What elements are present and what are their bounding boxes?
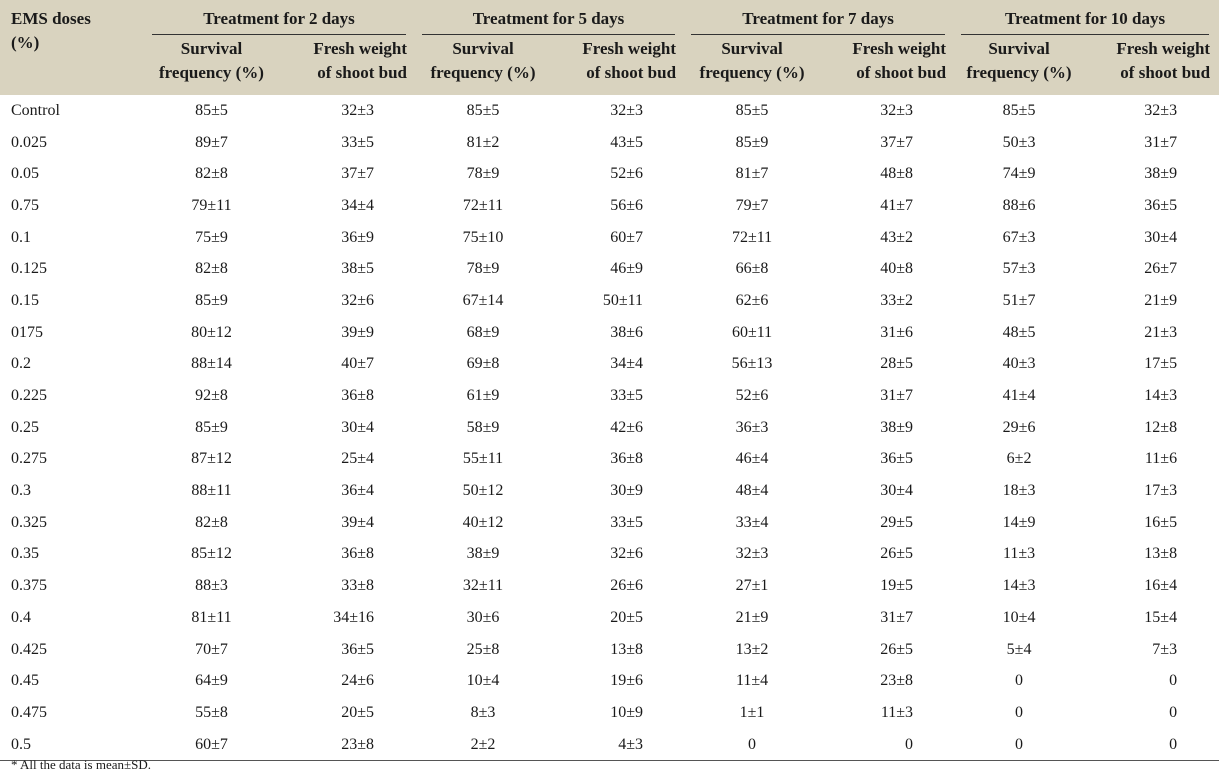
fresh-weight-cell: 29±5 bbox=[880, 513, 914, 531]
table-row bbox=[0, 253, 1219, 285]
table-row bbox=[0, 475, 1219, 507]
survival-cell: 10±4 bbox=[466, 672, 500, 690]
sub-header-survival: Survival frequency (%) bbox=[966, 39, 1072, 82]
sub-header-survival: Survival frequency (%) bbox=[159, 39, 264, 82]
fresh-weight-cell: 12±8 bbox=[1144, 418, 1178, 436]
dose-cell: 0.1 bbox=[11, 228, 31, 246]
fresh-weight-cell: 26±5 bbox=[880, 640, 914, 658]
table-row bbox=[0, 127, 1219, 159]
survival-cell: 87±12 bbox=[191, 450, 232, 468]
survival-cell: 81±2 bbox=[466, 133, 500, 151]
dose-cell: 0.475 bbox=[11, 703, 47, 721]
dose-cell: 0.3 bbox=[11, 482, 31, 500]
fresh-weight-cell: 43±5 bbox=[610, 133, 644, 151]
fresh-weight-cell: 52±6 bbox=[610, 165, 644, 183]
survival-cell: 57±3 bbox=[1002, 260, 1036, 278]
dose-cell: 0.45 bbox=[11, 672, 39, 690]
fresh-weight-cell: 14±3 bbox=[1144, 387, 1178, 405]
survival-cell: 50±12 bbox=[462, 482, 504, 500]
fresh-weight-cell: 16±5 bbox=[1144, 513, 1178, 531]
survival-cell: 79±11 bbox=[191, 196, 232, 214]
table-row bbox=[0, 507, 1219, 539]
fresh-weight-cell: 36±8 bbox=[341, 387, 375, 405]
table-body bbox=[0, 95, 1219, 761]
survival-cell: 46±4 bbox=[735, 450, 769, 468]
dose-cell: 0.4 bbox=[11, 608, 31, 626]
fresh-weight-cell: 0 bbox=[1169, 703, 1178, 721]
dose-cell: 0175 bbox=[11, 323, 43, 341]
fresh-weight-cell: 39±4 bbox=[341, 513, 375, 531]
dose-cell: 0.275 bbox=[11, 450, 47, 468]
table-row bbox=[0, 95, 1219, 127]
fresh-weight-cell: 21±9 bbox=[1144, 291, 1178, 309]
survival-cell: 52±6 bbox=[735, 387, 769, 405]
survival-cell: 13±2 bbox=[735, 640, 769, 658]
survival-cell: 85±12 bbox=[191, 545, 232, 563]
survival-cell: 75±10 bbox=[462, 228, 504, 246]
survival-cell: 40±3 bbox=[1002, 355, 1036, 373]
survival-cell: 85±5 bbox=[195, 101, 228, 119]
survival-cell: 80±12 bbox=[191, 323, 232, 341]
fresh-weight-cell: 30±4 bbox=[1144, 228, 1178, 246]
survival-cell: 67±3 bbox=[1002, 228, 1036, 246]
fresh-weight-cell: 4±3 bbox=[550, 729, 685, 761]
fresh-weight-cell: 36±5 bbox=[880, 450, 914, 468]
survival-cell: 82±8 bbox=[195, 165, 228, 183]
fresh-weight-cell: 36±5 bbox=[1144, 196, 1178, 214]
fresh-weight-cell: 33±8 bbox=[341, 577, 375, 595]
sub-header-fresh-weight: Fresh weight of shoot bud bbox=[852, 39, 947, 82]
fresh-weight-cell: 56±6 bbox=[610, 196, 644, 214]
table-footnote: * All the data is mean±SD. bbox=[11, 757, 152, 772]
fresh-weight-cell: 43±2 bbox=[880, 228, 914, 246]
fresh-weight-cell: 38±6 bbox=[610, 323, 644, 341]
fresh-weight-cell: 0 bbox=[1083, 729, 1219, 761]
fresh-weight-cell: 31±7 bbox=[880, 608, 914, 626]
survival-cell: 82±8 bbox=[195, 260, 228, 278]
fresh-weight-cell: 34±16 bbox=[333, 608, 375, 626]
table-header bbox=[0, 0, 1219, 95]
survival-cell: 72±11 bbox=[462, 196, 504, 214]
survival-cell: 88±11 bbox=[191, 482, 232, 500]
stub-header-line2: (%) bbox=[11, 33, 40, 52]
survival-cell: 74±9 bbox=[1002, 165, 1036, 183]
table-row bbox=[0, 380, 1219, 412]
fresh-weight-cell: 41±7 bbox=[880, 196, 914, 214]
table-row bbox=[0, 349, 1219, 381]
survival-cell: 85±5 bbox=[466, 101, 500, 119]
survival-cell: 0 bbox=[1015, 703, 1024, 721]
stub-header bbox=[0, 0, 146, 95]
survival-cell: 82±8 bbox=[195, 513, 228, 531]
dose-cell: 0.2 bbox=[11, 355, 31, 373]
survival-cell: 79±7 bbox=[735, 196, 769, 214]
sub-header-survival: Survival frequency (%) bbox=[699, 39, 805, 82]
fresh-weight-cell: 11±6 bbox=[1144, 450, 1178, 468]
fresh-weight-cell: 26±7 bbox=[1144, 260, 1178, 278]
survival-cell: 11±3 bbox=[1002, 545, 1036, 563]
fresh-weight-cell: 32±3 bbox=[610, 101, 644, 119]
group-header-2-days: Treatment for 2 days bbox=[146, 0, 416, 35]
table-row bbox=[0, 317, 1219, 349]
group-header-7-days: Treatment for 7 days bbox=[685, 0, 955, 35]
fresh-weight-cell: 46±9 bbox=[610, 260, 644, 278]
table-row bbox=[0, 729, 1219, 761]
survival-cell: 61±9 bbox=[466, 387, 500, 405]
fresh-weight-cell: 39±9 bbox=[341, 323, 375, 341]
survival-cell: 8±3 bbox=[470, 703, 496, 721]
fresh-weight-cell: 31±7 bbox=[880, 387, 914, 405]
fresh-weight-cell: 16±4 bbox=[1144, 577, 1178, 595]
dose-cell: 0.05 bbox=[11, 165, 39, 183]
table-row bbox=[0, 190, 1219, 222]
fresh-weight-cell: 17±3 bbox=[1144, 482, 1178, 500]
fresh-weight-cell: 50±11 bbox=[602, 291, 644, 309]
survival-cell: 85±9 bbox=[195, 418, 228, 436]
table-row bbox=[0, 634, 1219, 666]
dose-cell: 0.5 bbox=[0, 729, 146, 761]
survival-cell: 5±4 bbox=[1006, 640, 1032, 658]
fresh-weight-cell: 32±3 bbox=[1144, 101, 1178, 119]
fresh-weight-cell: 32±3 bbox=[341, 101, 375, 119]
fresh-weight-cell: 0 bbox=[1169, 672, 1178, 690]
dose-cell: 0.125 bbox=[11, 260, 47, 278]
table-row bbox=[0, 570, 1219, 602]
fresh-weight-cell: 38±9 bbox=[880, 418, 914, 436]
survival-cell: 81±11 bbox=[191, 608, 232, 626]
sub-header-fresh-weight: Fresh weight of shoot bud bbox=[313, 39, 408, 82]
survival-cell: 30±6 bbox=[466, 608, 500, 626]
survival-cell: 0 bbox=[685, 729, 819, 761]
survival-cell: 14±9 bbox=[1002, 513, 1036, 531]
fresh-weight-cell: 17±5 bbox=[1144, 355, 1178, 373]
survival-cell: 0 bbox=[1015, 672, 1024, 690]
fresh-weight-cell: 24±6 bbox=[341, 672, 375, 690]
survival-cell: 89±7 bbox=[195, 133, 228, 151]
table-row bbox=[0, 665, 1219, 697]
dose-cell: 0.325 bbox=[11, 513, 47, 531]
survival-cell: 56±13 bbox=[731, 355, 773, 373]
fresh-weight-cell: 26±6 bbox=[610, 577, 644, 595]
stub-header-line1: EMS doses bbox=[11, 9, 91, 28]
fresh-weight-cell: 36±9 bbox=[341, 228, 375, 246]
sub-header-fresh-weight: Fresh weight of shoot bud bbox=[1116, 39, 1211, 82]
survival-cell: 78±9 bbox=[466, 260, 500, 278]
fresh-weight-cell: 37±7 bbox=[341, 165, 375, 183]
header-group-row bbox=[0, 0, 1219, 35]
survival-cell: 75±9 bbox=[195, 228, 228, 246]
survival-cell: 60±11 bbox=[731, 323, 773, 341]
fresh-weight-cell: 31±7 bbox=[1144, 133, 1178, 151]
survival-cell: 18±3 bbox=[1002, 482, 1036, 500]
survival-cell: 14±3 bbox=[1002, 577, 1036, 595]
survival-cell: 55±8 bbox=[195, 703, 228, 721]
survival-cell: 85±9 bbox=[735, 133, 769, 151]
fresh-weight-cell: 36±4 bbox=[341, 482, 375, 500]
dose-cell: 0.025 bbox=[11, 133, 47, 151]
fresh-weight-cell: 30±4 bbox=[341, 418, 375, 436]
fresh-weight-cell: 15±4 bbox=[1144, 608, 1178, 626]
fresh-weight-cell: 13±8 bbox=[610, 640, 644, 658]
fresh-weight-cell: 40±8 bbox=[880, 260, 914, 278]
survival-cell: 70±7 bbox=[195, 640, 228, 658]
fresh-weight-cell: 20±5 bbox=[341, 703, 375, 721]
fresh-weight-cell: 60±7 bbox=[610, 228, 644, 246]
survival-cell: 48±4 bbox=[735, 482, 769, 500]
fresh-weight-cell: 33±5 bbox=[610, 513, 644, 531]
survival-cell: 68±9 bbox=[466, 323, 500, 341]
fresh-weight-cell: 32±6 bbox=[341, 291, 375, 309]
table-row bbox=[0, 539, 1219, 571]
survival-cell: 69±8 bbox=[466, 355, 500, 373]
fresh-weight-cell: 36±8 bbox=[341, 545, 375, 563]
survival-cell: 72±11 bbox=[731, 228, 773, 246]
fresh-weight-cell: 0 bbox=[819, 729, 955, 761]
survival-cell: 66±8 bbox=[735, 260, 769, 278]
survival-cell: 32±11 bbox=[462, 577, 504, 595]
fresh-weight-cell: 23±8 bbox=[880, 672, 914, 690]
survival-cell: 85±5 bbox=[735, 101, 769, 119]
header-sub-row bbox=[0, 35, 1219, 95]
fresh-weight-cell: 36±8 bbox=[610, 450, 644, 468]
fresh-weight-cell: 32±6 bbox=[610, 545, 644, 563]
group-header-10-days: Treatment for 10 days bbox=[955, 0, 1219, 35]
survival-cell: 10±4 bbox=[1002, 608, 1036, 626]
fresh-weight-cell: 32±3 bbox=[880, 101, 914, 119]
fresh-weight-cell: 37±7 bbox=[880, 133, 914, 151]
table-row bbox=[0, 412, 1219, 444]
fresh-weight-cell: 33±5 bbox=[341, 133, 375, 151]
survival-cell: 88±14 bbox=[191, 355, 232, 373]
survival-cell: 6±2 bbox=[1006, 450, 1032, 468]
fresh-weight-cell: 34±4 bbox=[341, 196, 375, 214]
survival-cell: 64±9 bbox=[195, 672, 228, 690]
survival-cell: 27±1 bbox=[735, 577, 769, 595]
group-header-5-days: Treatment for 5 days bbox=[416, 0, 685, 35]
fresh-weight-cell: 30±4 bbox=[880, 482, 914, 500]
table-row bbox=[0, 444, 1219, 476]
table-row bbox=[0, 222, 1219, 254]
table-row bbox=[0, 285, 1219, 317]
fresh-weight-cell: 48±8 bbox=[880, 165, 914, 183]
survival-cell: 92±8 bbox=[195, 387, 228, 405]
survival-cell: 62±6 bbox=[735, 291, 769, 309]
survival-cell: 48±5 bbox=[1002, 323, 1036, 341]
dose-cell: 0.425 bbox=[11, 640, 47, 658]
survival-cell: 67±14 bbox=[462, 291, 504, 309]
survival-cell: 38±9 bbox=[466, 545, 500, 563]
table-row bbox=[0, 158, 1219, 190]
survival-cell: 11±4 bbox=[735, 672, 769, 690]
survival-cell: 40±12 bbox=[462, 513, 504, 531]
fresh-weight-cell: 33±5 bbox=[610, 387, 644, 405]
survival-cell: 88±6 bbox=[1002, 196, 1036, 214]
dose-cell: 0.25 bbox=[11, 418, 39, 436]
sub-header-fresh-weight: Fresh weight of shoot bud bbox=[582, 39, 677, 82]
sub-header-survival: Survival frequency (%) bbox=[430, 39, 536, 82]
fresh-weight-cell: 20±5 bbox=[610, 608, 644, 626]
dose-cell: Control bbox=[11, 101, 60, 119]
survival-cell: 88±3 bbox=[195, 577, 228, 595]
dose-cell: 0.15 bbox=[11, 291, 39, 309]
fresh-weight-cell: 36±5 bbox=[341, 640, 375, 658]
survival-cell: 36±3 bbox=[735, 418, 769, 436]
dose-cell: 0.35 bbox=[11, 545, 39, 563]
fresh-weight-cell: 11±3 bbox=[880, 703, 914, 721]
fresh-weight-cell: 40±7 bbox=[341, 355, 375, 373]
fresh-weight-cell: 33±2 bbox=[880, 291, 914, 309]
fresh-weight-cell: 31±6 bbox=[880, 323, 914, 341]
fresh-weight-cell: 19±6 bbox=[610, 672, 644, 690]
fresh-weight-cell: 13±8 bbox=[1144, 545, 1178, 563]
survival-cell: 81±7 bbox=[735, 165, 769, 183]
survival-cell: 2±2 bbox=[416, 729, 550, 761]
fresh-weight-cell: 28±5 bbox=[880, 355, 914, 373]
fresh-weight-cell: 30±9 bbox=[610, 482, 644, 500]
fresh-weight-cell: 19±5 bbox=[880, 577, 914, 595]
survival-cell: 78±9 bbox=[466, 165, 500, 183]
fresh-weight-cell: 26±5 bbox=[880, 545, 914, 563]
survival-cell: 51±7 bbox=[1002, 291, 1036, 309]
table-row bbox=[0, 697, 1219, 729]
survival-cell: 50±3 bbox=[1002, 133, 1036, 151]
survival-cell: 21±9 bbox=[735, 608, 769, 626]
fresh-weight-cell: 7±3 bbox=[1152, 640, 1178, 658]
survival-cell: 32±3 bbox=[735, 545, 769, 563]
dose-cell: 0.75 bbox=[11, 196, 39, 214]
survival-cell: 0 bbox=[955, 729, 1083, 761]
fresh-weight-cell: 21±3 bbox=[1144, 323, 1178, 341]
survival-cell: 41±4 bbox=[1002, 387, 1036, 405]
dose-cell: 0.375 bbox=[11, 577, 47, 595]
survival-cell: 85±9 bbox=[195, 291, 228, 309]
survival-cell: 60±7 bbox=[146, 729, 277, 761]
survival-cell: 55±11 bbox=[462, 450, 504, 468]
fresh-weight-cell: 34±4 bbox=[610, 355, 644, 373]
survival-cell: 29±6 bbox=[1002, 418, 1036, 436]
fresh-weight-cell: 38±5 bbox=[341, 260, 375, 278]
fresh-weight-cell: 23±8 bbox=[277, 729, 416, 761]
survival-cell: 33±4 bbox=[735, 513, 769, 531]
table-row bbox=[0, 602, 1219, 634]
fresh-weight-cell: 42±6 bbox=[610, 418, 644, 436]
survival-cell: 1±1 bbox=[739, 703, 765, 721]
survival-cell: 25±8 bbox=[466, 640, 500, 658]
fresh-weight-cell: 25±4 bbox=[341, 450, 375, 468]
dose-cell: 0.225 bbox=[11, 387, 47, 405]
fresh-weight-cell: 38±9 bbox=[1144, 165, 1178, 183]
survival-cell: 58±9 bbox=[466, 418, 500, 436]
fresh-weight-cell: 10±9 bbox=[610, 703, 644, 721]
survival-cell: 85±5 bbox=[1002, 101, 1036, 119]
